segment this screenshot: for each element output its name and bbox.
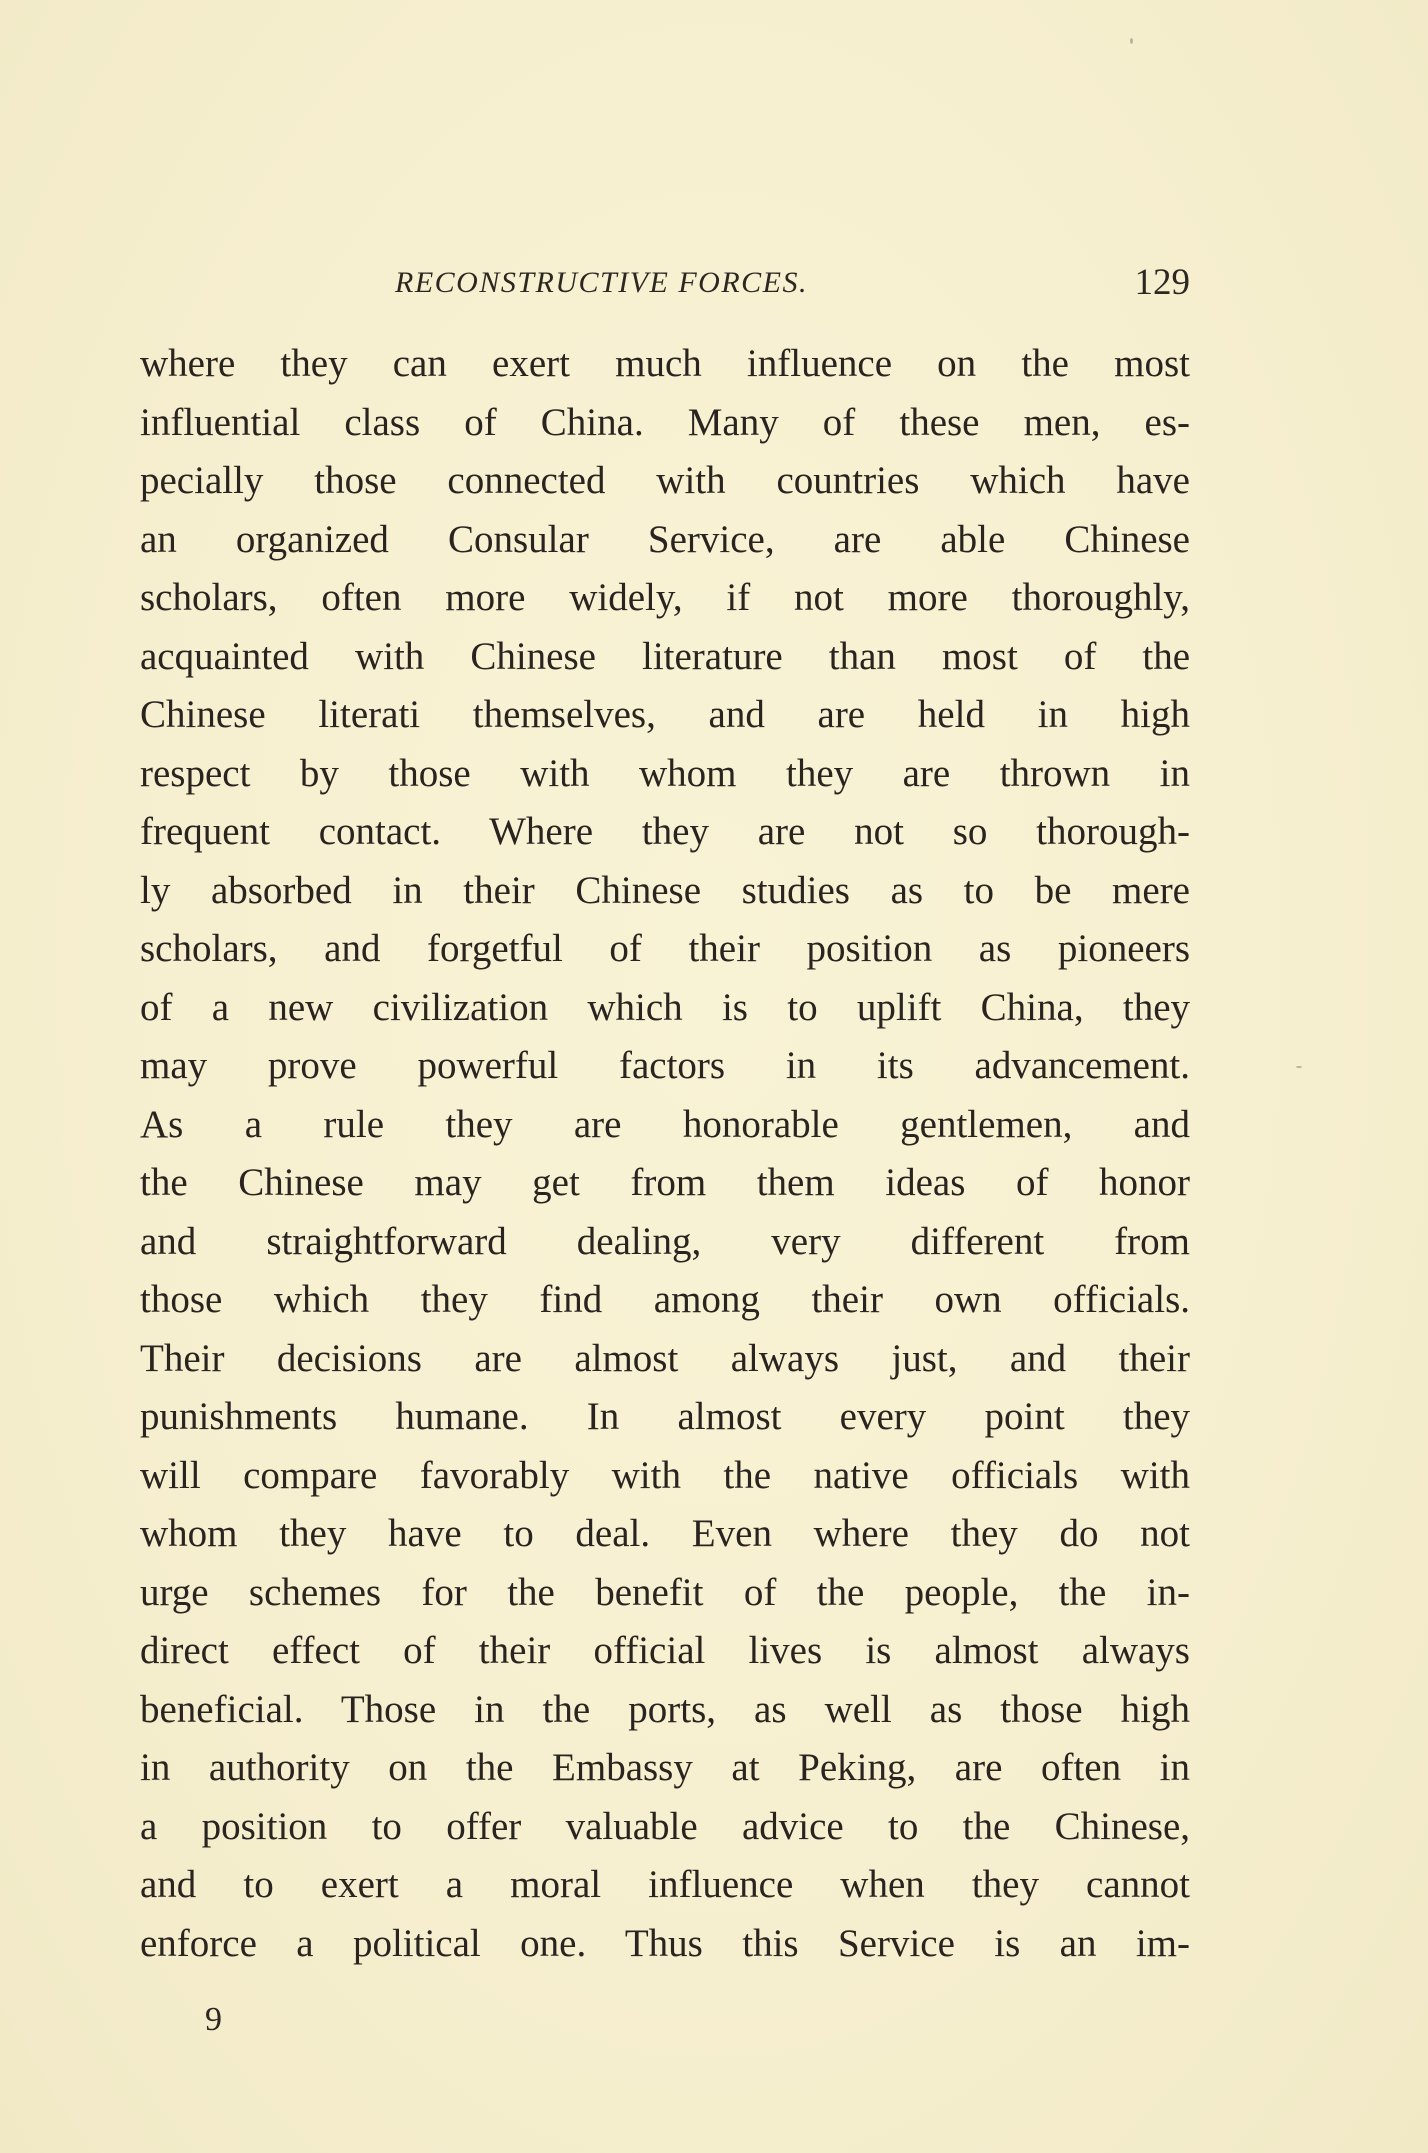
text-line: scholars, often more widely, if not more thoroughly, <box>140 576 1190 619</box>
text-line: ly absorbed in their Chinese studies as to be mere <box>140 868 1190 912</box>
text-line: and to exert a moral influence when they cannot <box>140 1863 1190 1906</box>
page-number: 129 <box>1134 262 1190 303</box>
text-line: respect by those with whom they are thrown in <box>140 751 1190 795</box>
text-line: in authority on the Embassy at Peking, are often in <box>140 1746 1190 1789</box>
text-line: punishments humane. In almost every point they <box>140 1395 1190 1438</box>
text-line: and straightforward dealing, very different from <box>140 1219 1190 1263</box>
text-line: Chinese literati themselves, and are held in high <box>140 693 1190 736</box>
text-line: an organized Consular Service, are able Chinese <box>140 517 1190 561</box>
text-line: pecially those connected with countries which have <box>140 459 1190 502</box>
paper-speck <box>1296 1066 1302 1068</box>
text-line: direct effect of their official lives is almost always <box>140 1629 1190 1672</box>
text-line: may prove powerful factors in its advancement. <box>140 1044 1190 1087</box>
paper-speck <box>1130 38 1133 44</box>
text-line: scholars, and forgetful of their position as pioneers <box>140 927 1190 970</box>
text-line: acquainted with Chinese literature than most of the <box>140 634 1190 678</box>
text-line: of a new civilization which is to uplift China, they <box>140 985 1190 1029</box>
text-line: urge schemes for the benefit of the people, the in- <box>140 1570 1190 1614</box>
text-line: whom they have to deal. Even where they do not <box>140 1512 1190 1555</box>
text-line: a position to offer valuable advice to the Chinese, <box>140 1804 1190 1848</box>
text-line: will compare favorably with the native officials with <box>140 1453 1190 1497</box>
text-line: frequent contact. Where they are not so thorough- <box>140 810 1190 853</box>
body-text <box>140 335 1190 1973</box>
running-title: RECONSTRUCTIVE FORCES. <box>395 266 808 299</box>
running-head <box>140 258 1190 308</box>
text-line: where they can exert much influence on the most <box>140 342 1190 385</box>
text-line: As a rule they are honorable gentlemen, and <box>140 1102 1190 1146</box>
text-line: influential class of China. Many of these men, es- <box>140 400 1190 444</box>
signature-mark: 9 <box>205 2001 222 2038</box>
text-line: Their decisions are almost always just, and their <box>140 1336 1190 1380</box>
text-line: beneficial. Those in the ports, as well as those high <box>140 1687 1190 1731</box>
text-line: the Chinese may get from them ideas of honor <box>140 1161 1190 1204</box>
text-line: enforce a political one. Thus this Service is an im- <box>140 1921 1190 1965</box>
text-line: those which they find among their own officials. <box>140 1278 1190 1321</box>
